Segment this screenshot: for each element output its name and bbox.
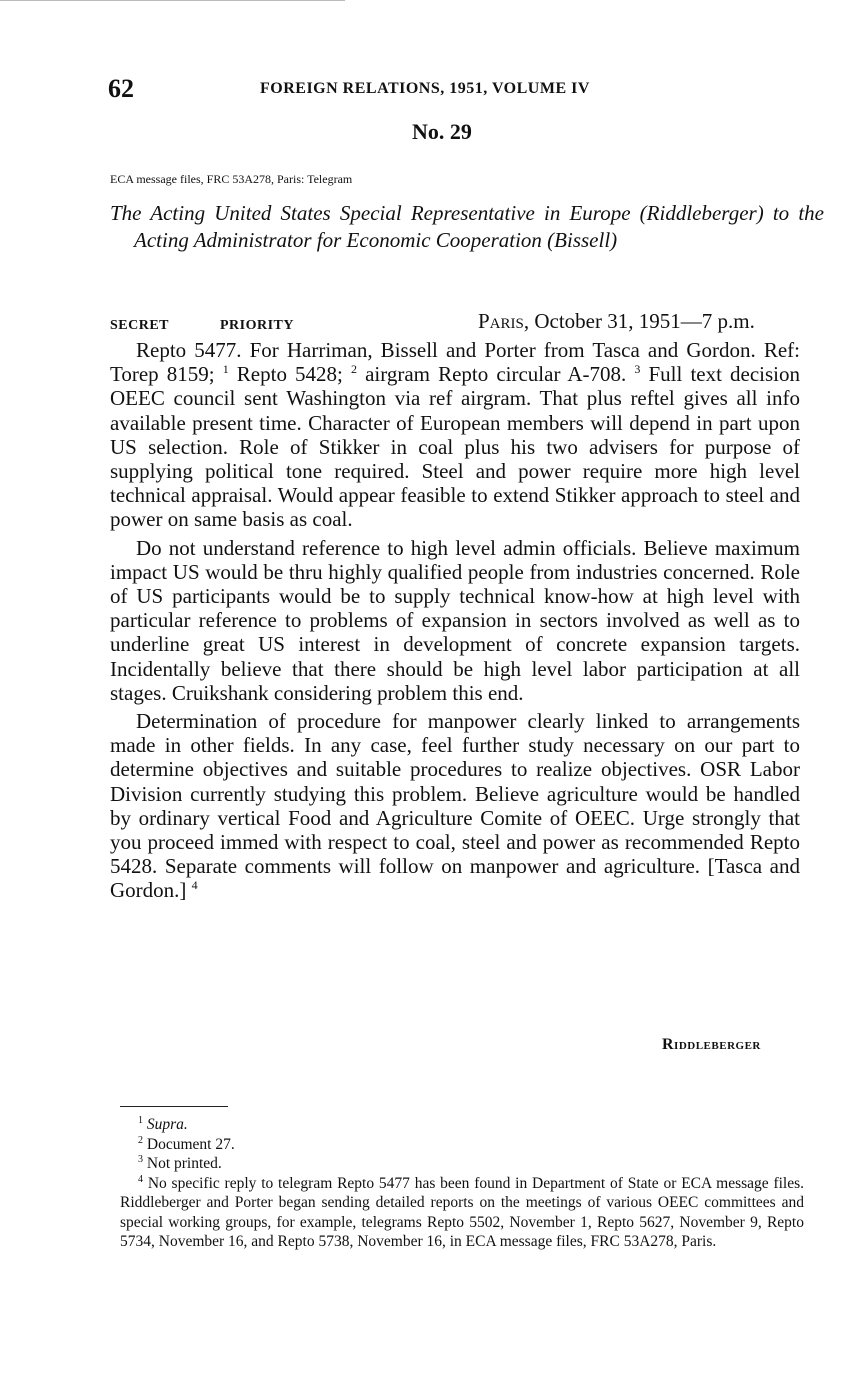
document-title: The Acting United States Special Representative in Europe (Riddleberger) to the Acting Administrator for Economic Cooperation (Bissell) xyxy=(110,201,824,252)
dateline-date: October 31, 1951—7 p.m. xyxy=(534,309,755,333)
telegram-body xyxy=(110,338,800,907)
p3-text: Determination of procedure for manpower clearly linked to arrangements made in other fields. In any case, feel further study necessary on our part to determine objectives and suitable procedures to realize objectives. OSR Labor Division currently studying this problem. Believe agriculture would be handled by ordinary vertical Food and Agriculture Comite of OEEC. Urge strongly that you proceed immed with respect to coal, steel and power as recommended Repto 5428. Separate comments will follow on manpower and agriculture. [Tasca and Gordon.] xyxy=(110,709,800,903)
footnote-text: Not printed. xyxy=(146,1155,222,1172)
footnote-mark: 4 xyxy=(138,1173,143,1185)
scan-top-rule xyxy=(0,0,345,1)
p1-text-a: Repto 5477. For Harriman, Bissell and Porter from Tasca and Gordon. Ref: Torep 8159; xyxy=(110,338,800,387)
footnote-2 xyxy=(120,1135,804,1155)
signature: Riddleberger xyxy=(662,1036,761,1053)
footnote-3 xyxy=(120,1154,804,1174)
source-note: ECA message files, FRC 53A278, Paris: Telegram xyxy=(110,172,353,186)
footnote-mark: 2 xyxy=(138,1134,143,1146)
footnote-1 xyxy=(120,1115,804,1135)
footnote-rule xyxy=(120,1106,228,1107)
footnote-ref-3: 3 xyxy=(634,362,641,377)
priority-label: PRIORITY xyxy=(220,318,295,333)
p1-text-c: airgram Repto circular A-708. xyxy=(365,362,627,387)
footnote-text: Document 27. xyxy=(146,1135,235,1153)
document-number: No. 29 xyxy=(412,119,472,144)
footnote-4 xyxy=(120,1174,804,1252)
footnote-ref-4: 4 xyxy=(191,878,198,893)
footnote-text: No specific reply to telegram Repto 5477 has been found in Department of State or ECA message files. Riddleberger and Porter began sending detailed reports on the meetings of various OEEC committees and special working groups, for example, telegrams Repto 5502, November 1, Repto 5627, November 9, Repto 5734, November 16, and Repto 5738, November 16, in ECA message files, FRC 53A278, Paris. xyxy=(120,1174,805,1250)
classification-label: SECRET xyxy=(110,318,170,333)
body-paragraph-1 xyxy=(110,338,800,532)
dateline xyxy=(478,309,755,334)
page-number: 62 xyxy=(108,74,134,103)
footnote-mark: 3 xyxy=(138,1153,143,1165)
p1-text-d: Full text decision OEEC council sent Washington via ref airgram. That plus reftel gives all info available present time. Character of European members will depend in part upon US selection. Role of Stikker in coal plus his two advisers for purpose of supplying political tone required. Steel and power require more high level technical appraisal. Would appear feasible to extend Stikker approach to steel and power on same basis as coal. xyxy=(110,362,801,532)
footnote-text: Supra. xyxy=(146,1116,188,1133)
footnote-ref-1: 1 xyxy=(222,362,229,377)
footnote-ref-2: 2 xyxy=(350,362,357,377)
footnotes xyxy=(120,1115,804,1252)
running-head: FOREIGN RELATIONS, 1951, VOLUME IV xyxy=(260,80,590,97)
dateline-place: Paris, xyxy=(478,309,530,333)
body-paragraph-3 xyxy=(110,709,800,903)
body-paragraph-2: Do not understand reference to high level admin officials. Believe maximum impact US would be thru highly qualified people from industries concerned. Role of US participants would be to supply technical know-how at high level with particular reference to problems of expansion in sectors involved as well as to underline great US interest in development of concrete expansion targets. Incidentally believe that there should be high level labor participation at all stages. Cruikshank considering problem this end. xyxy=(110,535,800,705)
footnote-mark: 1 xyxy=(138,1114,143,1126)
p1-text-b: Repto 5428; xyxy=(236,362,343,387)
